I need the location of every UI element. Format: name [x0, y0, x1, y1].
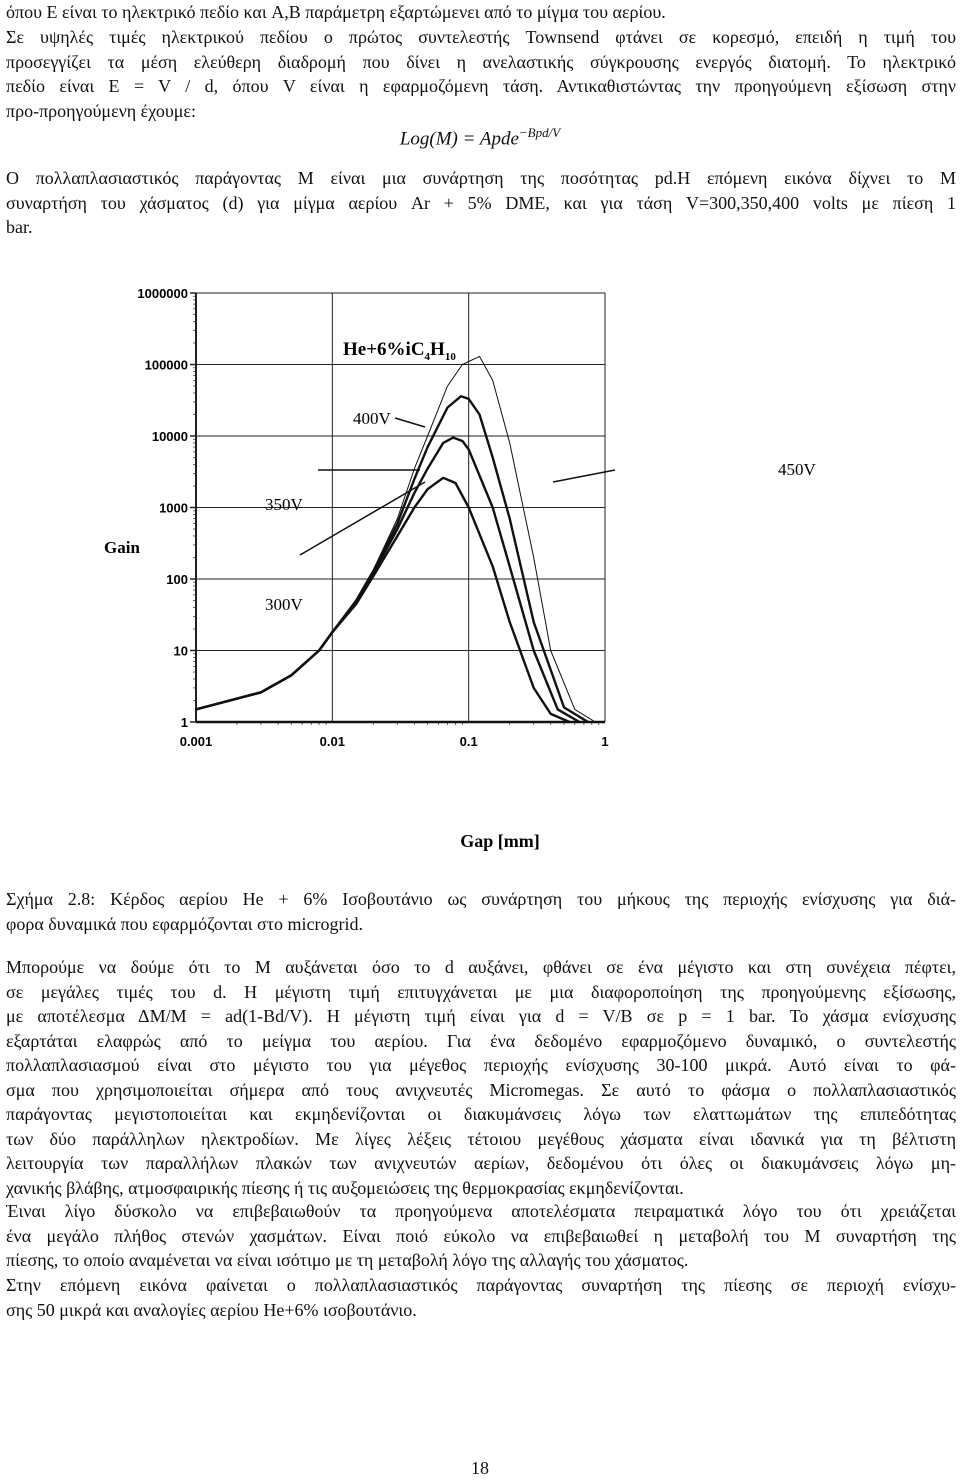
equation-exponent: −Bpd/V: [518, 125, 561, 140]
text-line: Ο πολλαπλασιαστικός παράγοντας M είναι μια συνάρτηση της ποσότητας pd.H επόμενη εικόνα δίχνει το M: [6, 168, 956, 188]
gain-vs-gap-chart: [90, 270, 860, 870]
text-line: Σχήμα 2.8: Κέρδος αερίου He + 6% Ισοβουτάνιο ως συνάρτηση του μήκους της περιοχής ενίσχυσης για διά-: [6, 889, 956, 909]
x-tick-label: 1: [601, 734, 609, 749]
x-tick-label: 0.01: [319, 734, 345, 749]
text-line: πεδίο είναι E = V / d, όπου V είναι η εφαρμοζόμενη τάση. Αντικαθιστώντας την προηγούμενη εξίσωση στην: [6, 76, 956, 96]
paragraph: [6, 25, 956, 123]
y-tick-label: 100: [166, 572, 188, 587]
y-axis-label: Gain: [104, 538, 140, 557]
text-line: λειτουργία των παραλλήλων πλακών των ανιχνευτών αερίων, δεδομένου ότι όλες οι διακυμάνσεις λόγω μη-: [6, 1153, 956, 1173]
text-line: των δύο παράλληλων ηλεκτροδίων. Με λίγες λέξεις τέτοιου μεγέθους χάσματα είναι ιδανικά για τη βέλτιστη: [6, 1128, 956, 1149]
paragraph: [6, 1273, 956, 1322]
series-label: 300V: [265, 595, 303, 614]
figure-caption: [6, 887, 956, 936]
series-line-300V: [196, 478, 570, 722]
text-line: φορα δυναμικά που εφαρμόζονται στο microgrid.: [6, 913, 363, 934]
text-line: Μπορούμε να δούμε ότι το M αυξάνεται όσο το d αυξάνει, φθάνει σε ένα μέγιστο και στη συνέχεια πέφτει,: [6, 957, 956, 977]
text-line: χανικής βλάβης, ατμοσφαιρικής πίεσης ή τις αυξομειώσεις της θερμοκρασίας εκμηδενίζονται.: [6, 1177, 684, 1198]
x-axis-label: Gap [mm]: [460, 831, 540, 851]
paragraph: [6, 1199, 956, 1273]
chart-title: $He+6\%iC_4H_{10}$: [343, 339, 456, 363]
page-number: 18: [471, 1458, 489, 1478]
text-line: προ-προηγούμενη έχουμε:: [6, 100, 196, 121]
text-line: εξαρτάται ελαφρώς από το μείγμα του αερίου. Για ένα δεδομένο εφαρμοζόμενο δυναμικό, ο συντελεστής: [6, 1030, 956, 1051]
paragraph: [6, 955, 956, 1200]
text-line: ένα μεγάλο πλήθος στενών χασμάτων. Είναι ποιό εύκολο να επιβεβαιωθεί η μεταβολή του M συναρτήση της: [6, 1225, 956, 1246]
series-leader-line: [553, 470, 615, 482]
y-tick-label: 1000: [159, 500, 188, 516]
text-line: Στην επόμενη εικόνα φαίνεται ο πολλαπλασιαστικός παράγοντας συναρτήση της πίεσης σε περιοχή ενίσχυ-: [6, 1275, 956, 1295]
paragraph: [6, 0, 956, 25]
text-line: όπου E είναι το ηλεκτρικό πεδίο και A,B παράμετρη εξαρτώμενει από το μίγμα του αερίου.: [6, 2, 666, 22]
series-label: 450V: [778, 460, 816, 479]
equation: [0, 125, 960, 150]
text-line: σμα που χρησιμοποιείται σήμερα από τους ανιχνευτές Micromegas. Σε αυτό το φάσμα ο πολλαπλασιαστικός: [6, 1079, 956, 1100]
y-tick-label: 10: [173, 643, 188, 659]
equation-main: Log(M) = Apde: [399, 128, 519, 150]
text-line: παράγοντας μεγιστοποιείται και εκμηδενίζονται οι διακυμάνσεις λόγω των ελαττωμάτων της επιπεδότητας: [6, 1104, 956, 1124]
text-line: Σε υψηλές τιμές ηλεκτρικού πεδίου ο πρώτος συντελεστής Townsend φτάνει σε κορεσμό, επειδή η τιμή του: [6, 27, 956, 47]
text-line: bar.: [6, 217, 33, 237]
y-tick-label: 1: [180, 715, 188, 730]
series-line-350V: [196, 438, 580, 722]
y-tick-label: 1000000: [137, 286, 188, 301]
text-line: προσεγγίζει τα μέση ελεύθερη διαδρομή που δίνει η ανελαστικής σύγκρουσης ενεργός διατομή. Το ηλεκτρικό: [6, 51, 956, 72]
text-line: πολλαπλασιασμού είναι στο μέγιστο του για μέγεθος περιοχής ενίσχυσης 30-100 μικρά. Αυτό είναι το φά-: [6, 1055, 956, 1075]
series-leader-line: [395, 418, 425, 427]
x-tick-label: 0.1: [459, 734, 478, 749]
text-line: πίεσης, το οποίο αναμένεται να είναι ισότιμο με τη μεταβολή λόγο της αλλαγής του χάσματος.: [6, 1250, 689, 1270]
y-tick-label: 10000: [151, 429, 188, 444]
text-line: σης 50 μικρά και αναλογίες αερίου He+6% ισοβουτάνιο.: [6, 1299, 417, 1320]
series-label: 400V: [353, 409, 391, 428]
text-line: σε μεγάλες τιμές του d. Η μέγιστη τιμή επιτυγχάνεται με μια διαφοροποίηση της προηγούμενης εξίσωσης,: [6, 981, 956, 1002]
y-tick-label: 100000: [144, 357, 188, 373]
series-leader-line: [300, 482, 425, 555]
x-tick-label: 0.001: [179, 734, 213, 749]
text-line: με αποτέλεσμα ΔM/M = ad(1-Bd/V). Η μέγιστη τιμή είναι για d = V/B σε p = 1 bar. Το χάσμα ενίσχυσης: [6, 1006, 956, 1026]
paragraph: [6, 166, 956, 240]
series-label: 350V: [265, 495, 303, 514]
text-line: συναρτήση του χάσματος (d) για μίγμα αερίου Ar + 5% DME, και για τάση V=300,350,400 volts με πίεση 1: [6, 192, 956, 213]
text-line: Έιναι λίγο δύσκολο να επιβεβαιωθούν τα προηγούμενα αποτελέσματα πειραματικά λόγο του ότι χρειάζεται: [6, 1201, 956, 1221]
